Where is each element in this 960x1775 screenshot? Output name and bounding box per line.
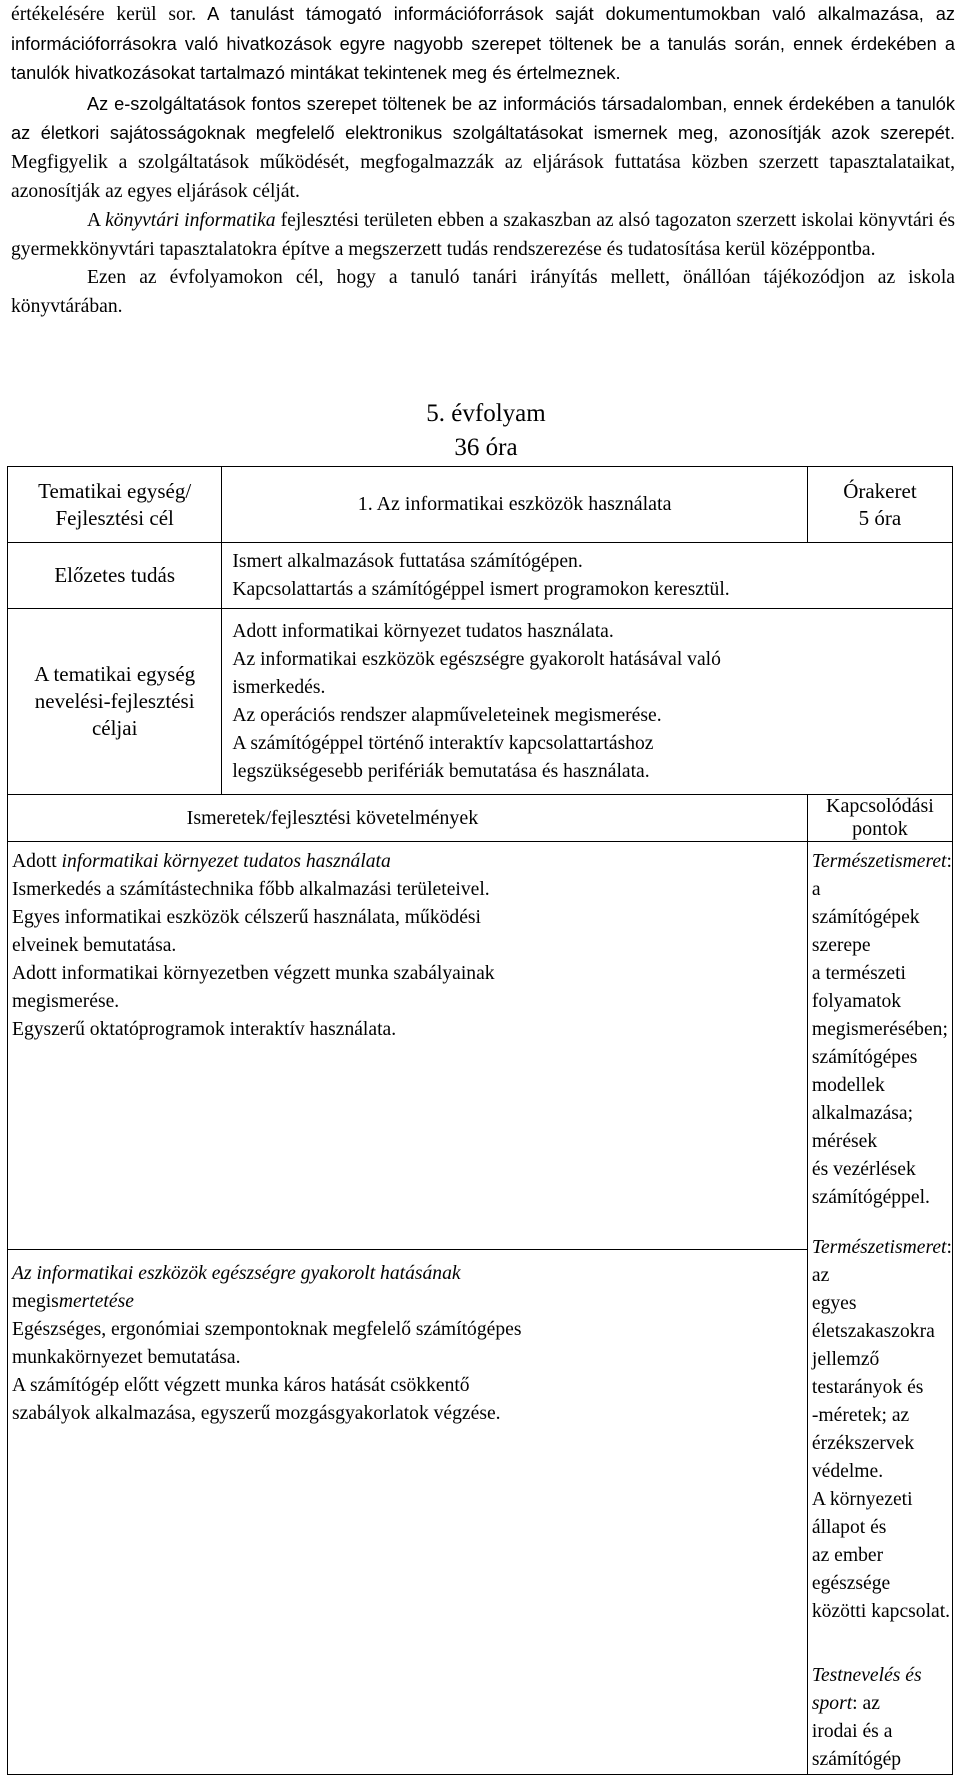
unit-label-line1: Tematikai egység/ (38, 478, 192, 503)
hours-label: Órakeret (843, 478, 917, 503)
link1-line: számítógéppel. (811, 1187, 930, 1208)
goal-line: Az operációs rendszer alapműveleteinek megismerése. (232, 704, 662, 726)
prior-line: Kapcsolattartás a számítógéppel ismert programokon keresztül. (232, 578, 730, 600)
unit-row (8, 467, 953, 543)
block2-title-plain2: megis (12, 1291, 59, 1313)
block1-line: Ismerkedés a számítástechnika főbb alkalmazási területeivel. (12, 879, 490, 900)
unit-label-cell (8, 467, 222, 543)
goal-line: Az informatikai eszközök egészségre gyakorolt hatásával való (232, 648, 721, 670)
intro-text (11, 0, 955, 322)
link2-subject: Természetismeret (811, 1237, 947, 1258)
block1-content-cell (8, 842, 808, 1250)
prior-content-cell (222, 543, 953, 609)
intro-paragraph-3 (11, 207, 955, 264)
link2-line: egyes életszakaszokra (811, 1293, 935, 1342)
intro-para2-serif: Megfigyelik a szolgáltatások működését, megfogalmazzák az eljárások futtatása közben szerzett tapasztalataikat, azonosítják az egyes eljárások célját. (11, 151, 955, 202)
unit-title-cell (222, 467, 808, 543)
intro-para3-post: fejlesztési területen ebben a szakaszban az alsó tagozaton szerzett iskolai könyvtári és gyermekkönyvtári tapasztalatokra építve a megszerzett tudás rendszerezése és tudatosítása kerül középpontba. (11, 210, 956, 260)
link2-line: érzékszervek védelme. (811, 1433, 915, 1482)
block2-title-italic2: mertetése (58, 1291, 134, 1313)
prior-label-cell (8, 543, 222, 609)
goals-content-cell (222, 609, 953, 795)
link2-line: A környezeti állapot és (811, 1489, 913, 1538)
link2-line: -méretek; az (811, 1405, 910, 1426)
block1-title (12, 848, 807, 876)
hours-heading: 36 óra (454, 434, 518, 461)
block1-title-plain: Adott (12, 851, 62, 872)
block2-title-italic1: Az informatikai eszközök egészségre gyakorolt hatásának (12, 1263, 461, 1285)
grade-heading: 5. évfolyam (426, 400, 546, 427)
block2-line: munkakörnyezet bemutatása. (12, 1347, 241, 1369)
link3-title (812, 1662, 952, 1718)
unit-label-line2: Fejlesztési cél (55, 505, 174, 530)
block1-line: megismerése. (12, 991, 120, 1012)
links-cell (807, 842, 952, 1775)
goal-line: legszükségesebb perifériák bemutatása és használata. (232, 760, 650, 782)
intro-para3-pre: A (87, 210, 106, 232)
block2-title (12, 1260, 807, 1288)
link1-line: folyamatok (811, 991, 902, 1012)
links-header-cell (807, 795, 952, 842)
block2-title-line2 (12, 1288, 807, 1316)
link1-line: alkalmazása; mérések (811, 1103, 914, 1152)
goal-line: ismerkedés. (232, 676, 326, 698)
goals-label-line3: céljai (91, 716, 138, 740)
hours-cell (807, 467, 952, 543)
block1-row (8, 842, 953, 1250)
block2-content-cell (8, 1250, 808, 1775)
link2-rest: : az (811, 1237, 952, 1286)
link1-line: megismerésében; (811, 1019, 948, 1040)
intro-line1-sans: A tanulást támogató információforrások saját dokumentumokban való alkalmazása, az információforrásokra való hivatkozások egyre nagyobb szerepet töltenek be a tanulás során, ennek érdekében a tanulók hivatkozásokat tartalmazó mintákat tekintenek meg és értelmeznek. (11, 4, 955, 84)
link3-line: irodai és a számítógép (811, 1721, 902, 1770)
intro-paragraph-1 (11, 0, 955, 89)
goals-label-cell (8, 609, 222, 795)
unit-title: 1. Az informatikai eszközök használata (357, 493, 672, 515)
req-header-cell (8, 795, 808, 842)
link1-title (812, 848, 952, 904)
links-header: Kapcsolódási pontok (826, 795, 934, 840)
prior-row (8, 543, 953, 609)
link1-line: és vezérlések (811, 1159, 916, 1180)
link1-line: számítógépes modellek (811, 1047, 918, 1096)
hours-value: 5 óra (858, 505, 902, 530)
link2-line: jellemző testarányok és (811, 1349, 924, 1398)
goals-label-line2: nevelési-fejlesztési (34, 689, 195, 713)
goal-line: Adott informatikai környezet tudatos használata. (232, 620, 614, 642)
req-header: Ismeretek/fejlesztési követelmények (186, 806, 479, 829)
block1-line: Adott informatikai környezetben végzett munka szabályainak (12, 963, 495, 984)
link2-line: az ember egészsége (811, 1545, 891, 1594)
link3-subject: Testnevelés és sport (811, 1665, 922, 1714)
block1-line: Egyes informatikai eszközök célszerű használata, működési (12, 907, 481, 928)
block2-line: szabályok alkalmazása, egyszerű mozgásgyakorlatok végzése. (12, 1403, 501, 1425)
link1-rest: : a (811, 851, 952, 900)
prior-line: Ismert alkalmazások futtatása számítógépen. (232, 550, 583, 572)
intro-paragraph-4 (11, 264, 955, 321)
block2-line: Egészséges, ergonómiai szempontoknak megfelelő számítógépes (12, 1319, 522, 1341)
link1-line: a természeti (811, 963, 906, 984)
goals-label-line1: A tematikai egység (34, 662, 196, 686)
goal-line: A számítógéppel történő interaktív kapcsolattartáshoz (232, 732, 654, 754)
intro-para4: Ezen az évfolyamokon cél, hogy a tanuló tanári irányítás mellett, önállóan tájékozódjon az iskola könyvtárában. (11, 267, 955, 317)
link1-subject: Természetismeret (811, 851, 947, 872)
block2-line: A számítógép előtt végzett munka káros hatását csökkentő (12, 1375, 470, 1397)
block1-line: Egyszerű oktatóprogramok interaktív használata. (12, 1019, 397, 1040)
link2-line: közötti kapcsolat. (811, 1601, 951, 1622)
block1-line: elveinek bemutatása. (12, 935, 177, 956)
intro-para2-sans: Az e-szolgáltatások fontos szerepet töltenek be az információs társadalomban, ennek érdekében a tanulók az életkori sajátosságoknak megfelelő elektronikus szolgáltatásokat ismernek meg, azonosítják azok szerepét. (11, 93, 955, 144)
curriculum-table (7, 466, 953, 1775)
intro-para3-italic: könyvtári informatika (105, 210, 276, 232)
goals-row (8, 609, 953, 795)
link3-rest: : az (852, 1693, 880, 1714)
intro-paragraph-2 (11, 90, 955, 206)
link1-line: számítógépek szerepe (811, 907, 920, 956)
prior-label: Előzetes tudás (54, 563, 176, 587)
intro-line1-serif: értékelésére kerül sor. (11, 4, 197, 25)
section-header-row (8, 795, 953, 842)
link2-title (812, 1234, 952, 1290)
block1-title-italic: informatikai környezet tudatos használata (61, 851, 391, 872)
